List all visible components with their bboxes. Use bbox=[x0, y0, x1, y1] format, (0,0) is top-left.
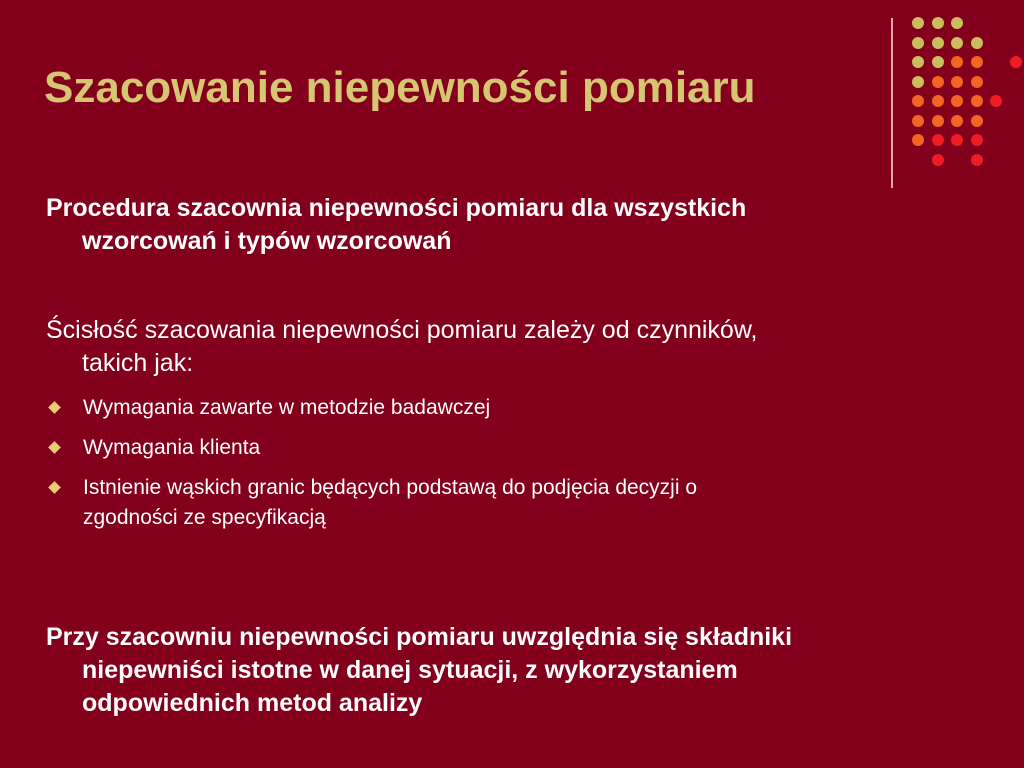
decorative-dot bbox=[971, 37, 983, 49]
decorative-dot bbox=[912, 37, 924, 49]
paragraph-procedure-line1: Procedura szacownia niepewności pomiaru dla wszystkich bbox=[46, 194, 747, 222]
diamond-bullet-icon bbox=[48, 481, 61, 494]
bullet-item-limits-text bbox=[83, 473, 943, 533]
decorative-dot bbox=[912, 76, 924, 88]
decorative-dot bbox=[971, 115, 983, 127]
decorative-dot bbox=[951, 115, 963, 127]
decorative-dot bbox=[951, 134, 963, 146]
decorative-dot bbox=[951, 37, 963, 49]
bullet-item-client-text: Wymagania klienta bbox=[83, 436, 261, 459]
paragraph-components bbox=[46, 621, 986, 720]
decorative-dot bbox=[971, 154, 983, 166]
decorative-dot bbox=[932, 37, 944, 49]
decorative-dot bbox=[1010, 56, 1022, 68]
decorative-dot bbox=[932, 154, 944, 166]
decorative-dot bbox=[951, 56, 963, 68]
decorative-dot bbox=[990, 95, 1002, 107]
decorative-dot bbox=[971, 76, 983, 88]
decorative-dot bbox=[951, 95, 963, 107]
decorative-dot bbox=[932, 56, 944, 68]
decorative-dot bbox=[932, 115, 944, 127]
title-divider-line bbox=[891, 18, 893, 188]
decorative-dot bbox=[951, 76, 963, 88]
decorative-dot bbox=[971, 95, 983, 107]
diamond-bullet-icon bbox=[48, 441, 61, 454]
diamond-bullet-icon bbox=[48, 401, 61, 414]
decorative-dot bbox=[932, 134, 944, 146]
decorative-dot bbox=[971, 56, 983, 68]
decorative-dot bbox=[932, 95, 944, 107]
decorative-dot bbox=[932, 76, 944, 88]
bullet-item-method-text: Wymagania zawarte w metodzie badawczej bbox=[83, 396, 491, 419]
slide-title: Szacowanie niepewności pomiaru bbox=[44, 63, 756, 112]
decorative-dot bbox=[912, 56, 924, 68]
decorative-dot bbox=[932, 17, 944, 29]
decorative-dot bbox=[912, 17, 924, 29]
paragraph-procedure bbox=[46, 192, 986, 258]
decorative-dot bbox=[951, 17, 963, 29]
paragraph-accuracy bbox=[46, 314, 986, 380]
decorative-dot bbox=[912, 134, 924, 146]
paragraph-components-line3: odpowiednich metod analizy bbox=[82, 689, 423, 717]
decorative-dot bbox=[971, 134, 983, 146]
bullet-item-limits-line1: Istnienie wąskich granic będących podstawą do podjęcia decyzji o bbox=[83, 476, 698, 499]
paragraph-components-line2: niepewniści istotne w danej sytuacji, z wykorzystaniem bbox=[82, 656, 738, 684]
paragraph-components-line1: Przy szacowniu niepewności pomiaru uwzględnia się składniki bbox=[46, 623, 793, 651]
decorative-dot bbox=[912, 115, 924, 127]
decorative-dot bbox=[912, 95, 924, 107]
bullet-item-limits-line2: zgodności ze specyfikacją bbox=[83, 506, 326, 529]
paragraph-procedure-line2: wzorcowań i typów wzorcowań bbox=[82, 227, 452, 255]
paragraph-accuracy-line1: Ścisłość szacowania niepewności pomiaru zależy od czynników, bbox=[46, 316, 758, 344]
paragraph-accuracy-line2: takich jak: bbox=[82, 349, 194, 377]
